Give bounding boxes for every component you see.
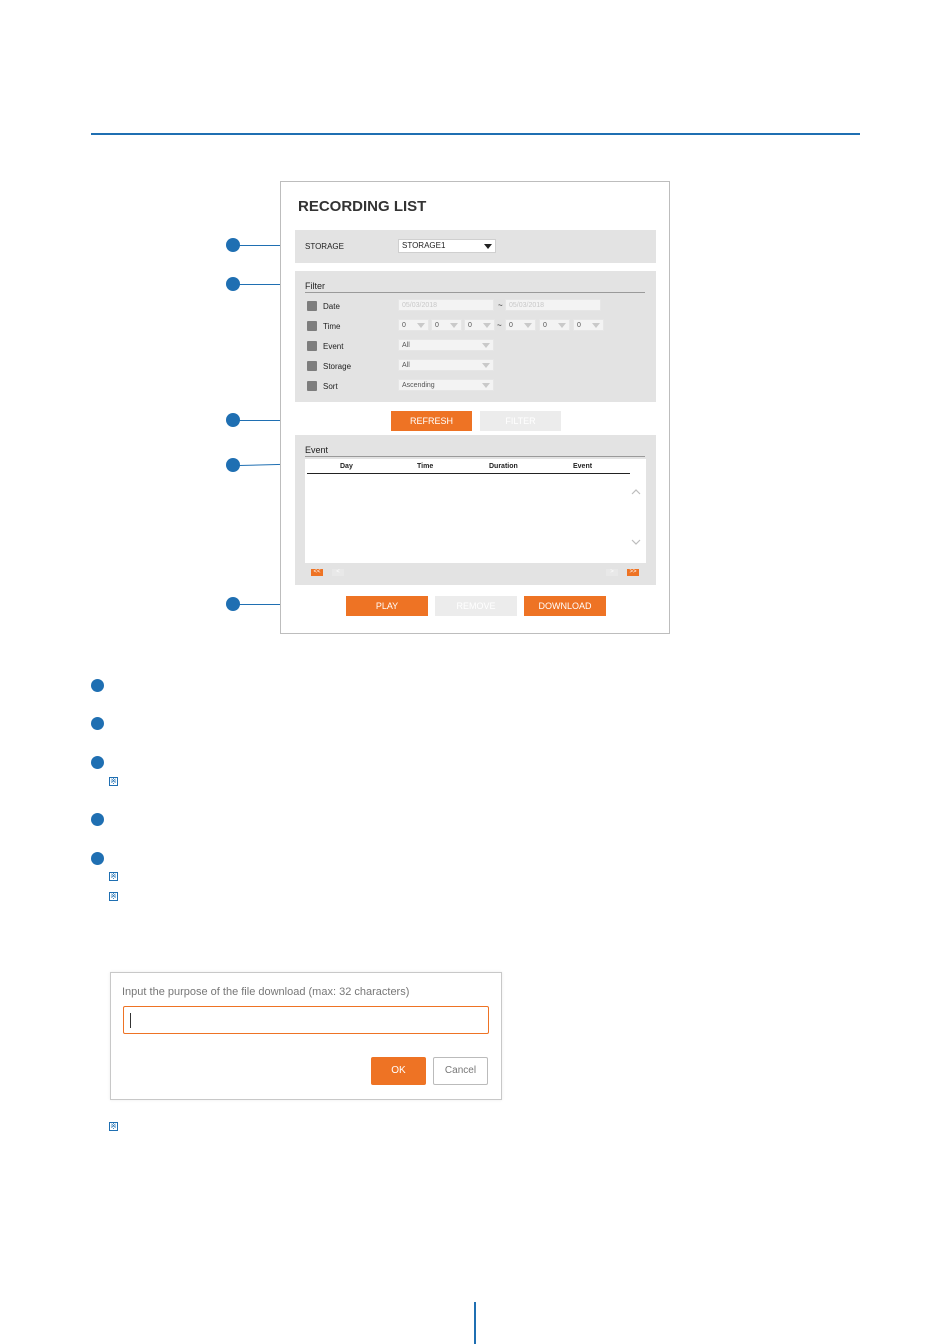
storage-label: STORAGE [305, 242, 344, 251]
filter-section [295, 271, 656, 402]
chevron-down-icon [592, 323, 600, 328]
note-icon: ※ [110, 872, 117, 881]
storage-filter-value: All [402, 362, 410, 369]
list-marker-5 [91, 852, 104, 865]
note-icon: ※ [110, 1122, 117, 1131]
date-checkbox[interactable] [307, 301, 317, 311]
sort-checkbox[interactable] [307, 381, 317, 391]
ok-button[interactable]: OK [371, 1057, 426, 1085]
download-purpose-dialog [110, 972, 502, 1100]
header-rule [91, 133, 860, 135]
list-marker-1 [91, 679, 104, 692]
column-time: Time [417, 463, 434, 470]
note-icon: ※ [110, 777, 117, 786]
filter-button[interactable]: FILTER [480, 411, 561, 431]
time-start-minute-select[interactable] [431, 319, 462, 331]
storage-section [295, 230, 656, 263]
refresh-button[interactable]: REFRESH [391, 411, 472, 431]
time-end-minute-select[interactable] [539, 319, 570, 331]
time-start-hour-value: 0 [402, 322, 406, 329]
list-marker-4 [91, 813, 104, 826]
time-start-second-select[interactable] [464, 319, 495, 331]
purpose-input[interactable] [123, 1006, 489, 1034]
time-label: Time [323, 322, 341, 331]
storage-select-value: STORAGE1 [402, 241, 446, 250]
event-list-divider [305, 456, 645, 457]
sort-select-value: Ascending [402, 382, 435, 389]
text-cursor [130, 1013, 131, 1028]
time-start-second-value: 0 [468, 322, 472, 329]
chevron-down-icon [482, 363, 490, 368]
callout-dot-1 [226, 238, 240, 252]
chevron-down-icon [524, 323, 532, 328]
column-duration: Duration [489, 463, 518, 470]
time-end-second-value: 0 [577, 322, 581, 329]
chevron-down-icon [484, 244, 492, 249]
cancel-button[interactable]: Cancel [433, 1057, 488, 1085]
download-button[interactable]: DOWNLOAD [524, 596, 606, 616]
sort-select[interactable] [398, 379, 494, 391]
callout-dot-2 [226, 277, 240, 291]
dialog-prompt: Input the purpose of the file download (max: 32 characters) [122, 986, 410, 998]
chevron-down-icon [450, 323, 458, 328]
table-header-rule [307, 473, 630, 474]
chevron-down-icon [482, 343, 490, 348]
callout-dot-3 [226, 413, 240, 427]
chevron-down-icon [417, 323, 425, 328]
callout-dot-4 [226, 458, 240, 472]
event-list-section [295, 435, 656, 585]
recording-list-panel [280, 181, 670, 634]
footer-rule [474, 1302, 476, 1344]
event-checkbox[interactable] [307, 341, 317, 351]
last-page-button[interactable]: >> [627, 569, 639, 576]
scroll-down-icon[interactable] [632, 540, 640, 544]
time-separator: ~ [497, 321, 502, 330]
chevron-down-icon [482, 383, 490, 388]
remove-button[interactable]: REMOVE [435, 596, 517, 616]
sort-label: Sort [323, 382, 338, 391]
column-event: Event [573, 463, 593, 470]
event-label: Event [323, 342, 344, 351]
chevron-down-icon [558, 323, 566, 328]
event-list-heading: Event [305, 445, 329, 455]
column-day: Day [340, 463, 353, 470]
time-end-hour-select[interactable] [505, 319, 536, 331]
storage-filter-select[interactable] [398, 359, 494, 371]
storage-filter-checkbox[interactable] [307, 361, 317, 371]
date-separator: ~ [498, 301, 503, 310]
date-start-input[interactable]: 05/03/2018 [398, 299, 494, 311]
storage-select[interactable] [398, 239, 496, 253]
chevron-down-icon [483, 323, 491, 328]
first-page-button[interactable]: << [311, 569, 323, 576]
panel-title: RECORDING LIST [298, 198, 427, 215]
event-table [305, 459, 646, 563]
filter-divider [305, 292, 645, 293]
time-start-minute-value: 0 [435, 322, 439, 329]
next-page-button[interactable]: > [606, 569, 618, 576]
scrollbar[interactable] [630, 486, 642, 548]
callout-dot-5 [226, 597, 240, 611]
time-start-hour-select[interactable] [398, 319, 429, 331]
list-marker-2 [91, 717, 104, 730]
play-button[interactable]: PLAY [346, 596, 428, 616]
event-select[interactable] [398, 339, 494, 351]
storage-filter-label: Storage [323, 362, 352, 371]
time-checkbox[interactable] [307, 321, 317, 331]
filter-heading: Filter [305, 281, 325, 291]
time-end-hour-value: 0 [509, 322, 513, 329]
scroll-up-icon[interactable] [632, 490, 640, 494]
note-icon: ※ [110, 892, 117, 901]
time-end-minute-value: 0 [543, 322, 547, 329]
prev-page-button[interactable]: < [332, 569, 344, 576]
date-label: Date [323, 302, 340, 311]
list-marker-3 [91, 756, 104, 769]
time-end-second-select[interactable] [573, 319, 604, 331]
event-select-value: All [402, 342, 410, 349]
date-end-input[interactable]: 05/03/2018 [505, 299, 601, 311]
